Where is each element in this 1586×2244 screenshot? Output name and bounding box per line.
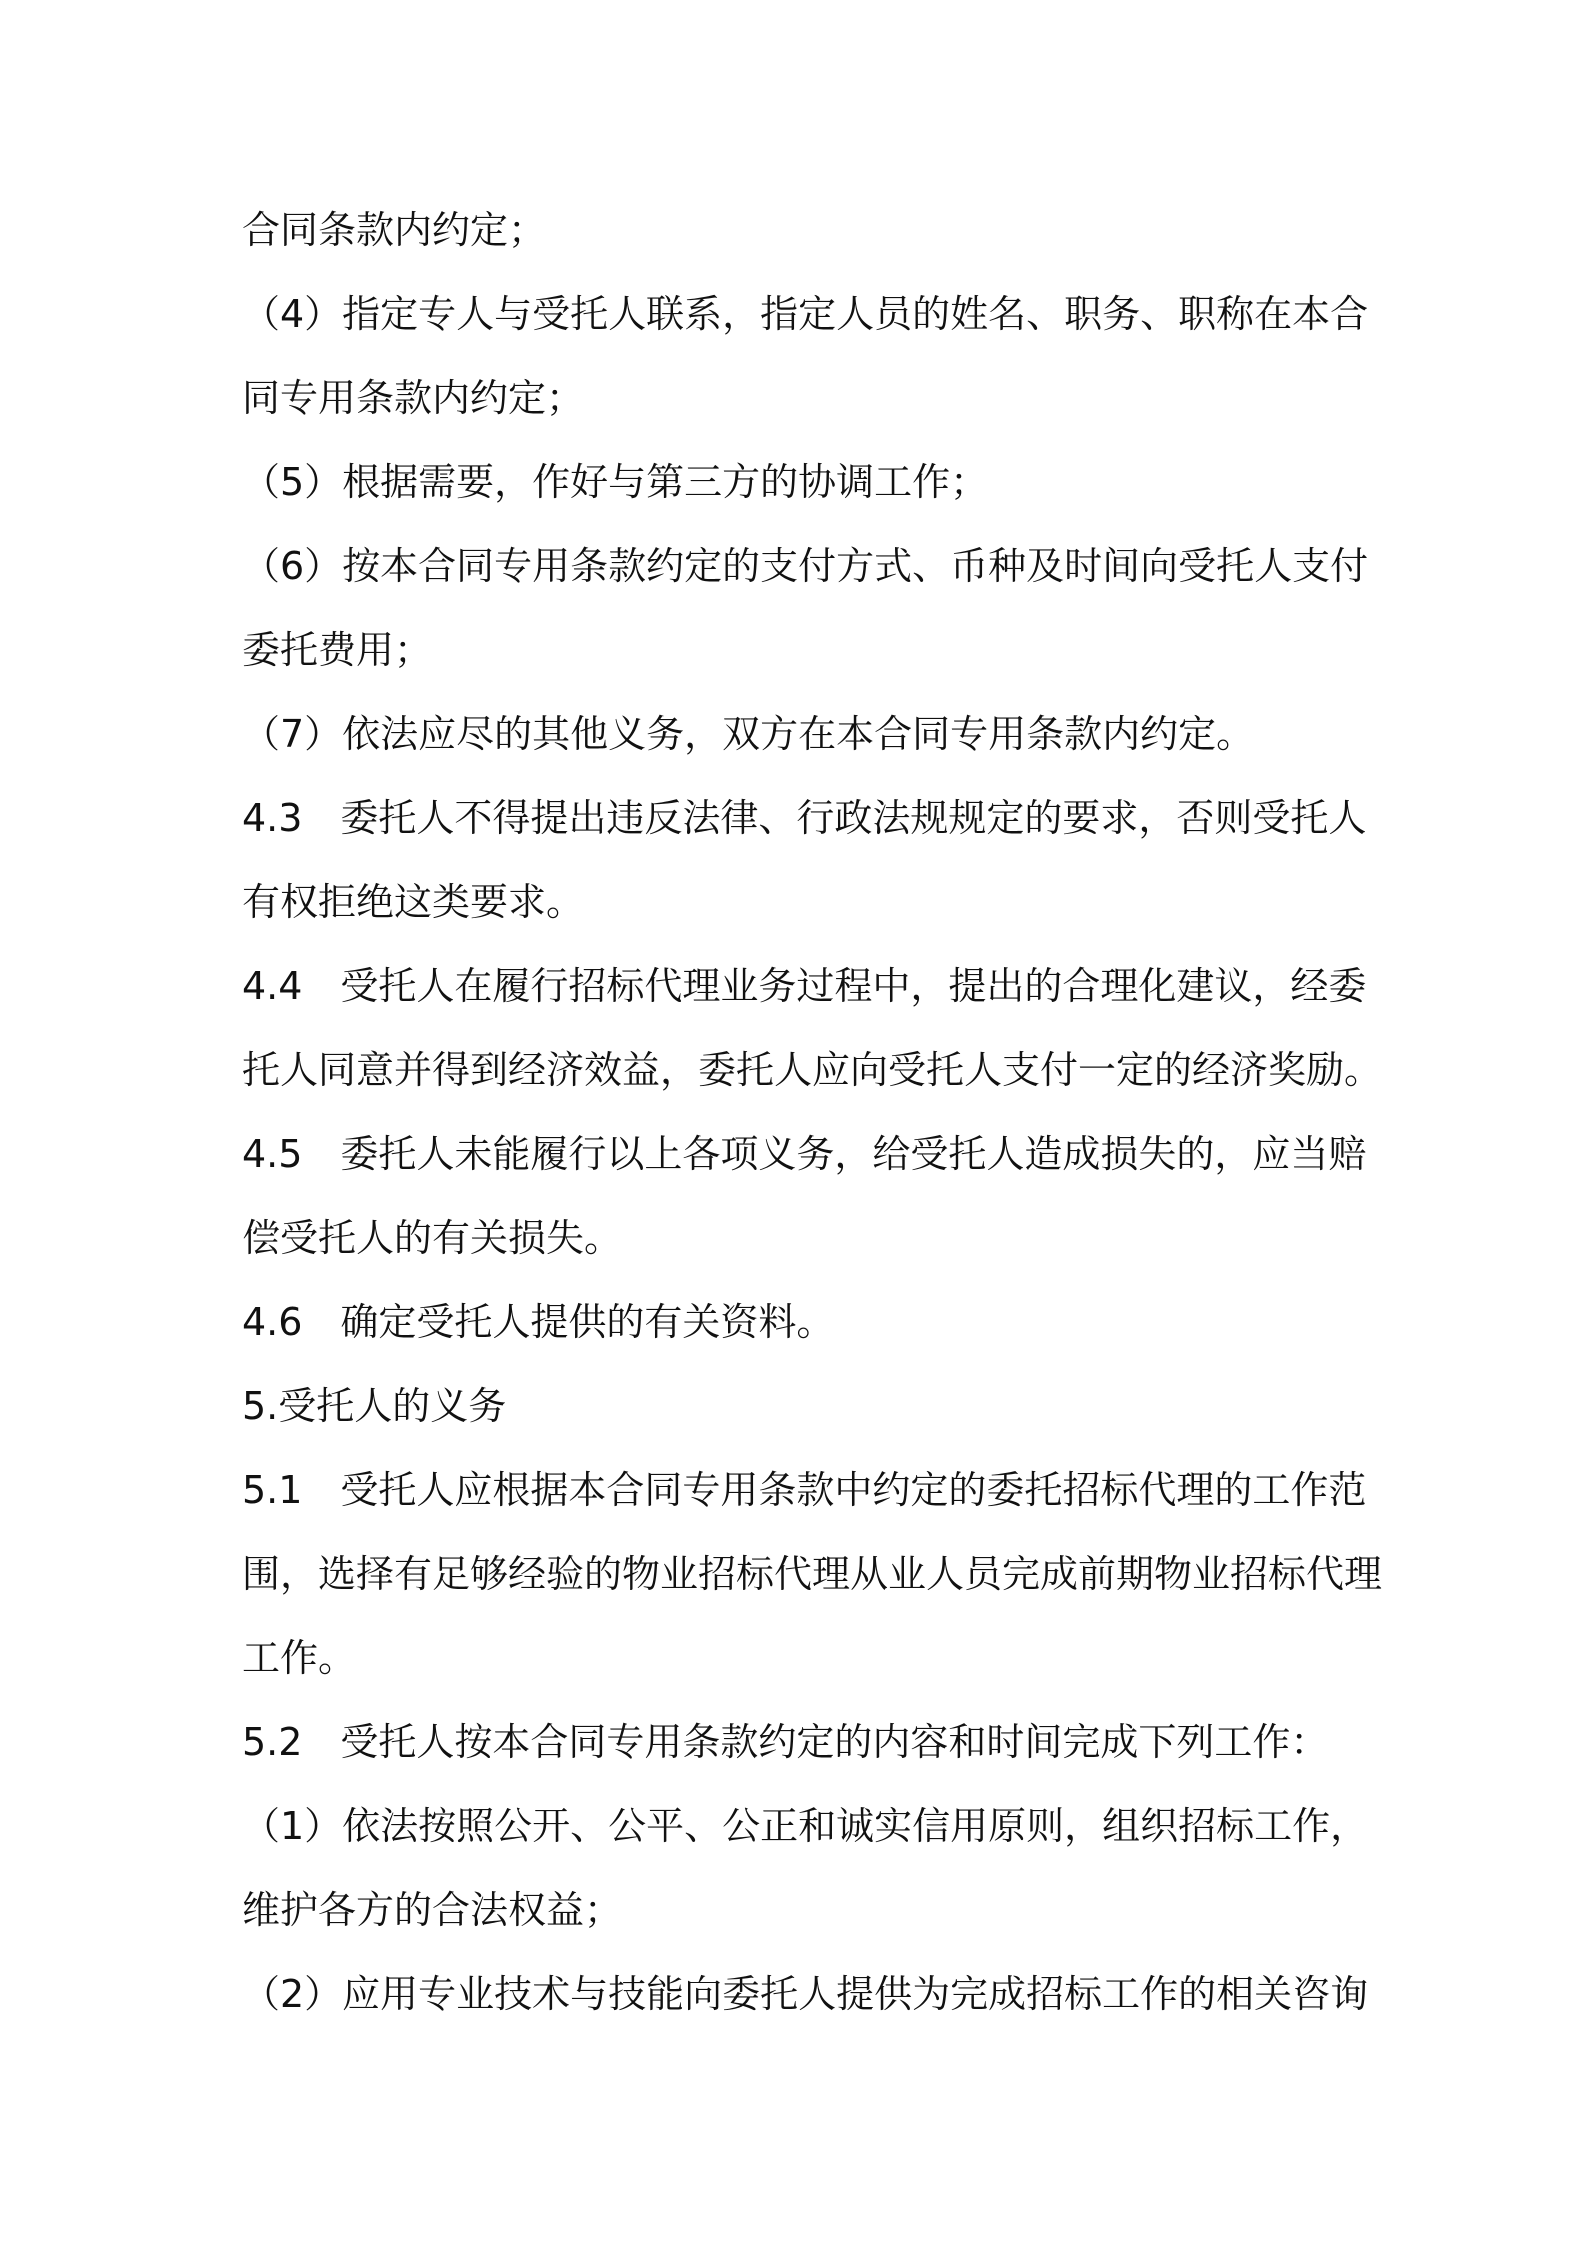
text-line: 5.1 受托人应根据本合同专用条款中约定的委托招标代理的工作范: [242, 1468, 1367, 1512]
text-line: （5）根据需要，作好与第三方的协调工作；: [242, 460, 989, 504]
text-line: 工作。: [242, 1636, 357, 1680]
text-line: （1）依法按照公开、公平、公正和诚实信用原则，组织招标工作，: [242, 1804, 1369, 1848]
text-line: 委托费用；: [242, 628, 433, 672]
text-line: （7）依法应尽的其他义务，双方在本合同专用条款内约定。: [242, 712, 1255, 756]
text-line: 4.4 受托人在履行招标代理业务过程中，提出的合理化建议，经委: [242, 964, 1367, 1008]
text-line: 4.6 确定受托人提供的有关资料。: [242, 1300, 835, 1344]
text-line: （6）按本合同专用条款约定的支付方式、币种及时间向受托人支付: [242, 544, 1369, 588]
text-line: 4.5 委托人未能履行以上各项义务，给受托人造成损失的，应当赔: [242, 1132, 1367, 1176]
section-heading: 5.受托人的义务: [242, 1384, 507, 1428]
text-line: （2）应用专业技术与技能向委托人提供为完成招标工作的相关咨询: [242, 1972, 1369, 2016]
text-line: 托人同意并得到经济效益，委托人应向受托人支付一定的经济奖励。: [242, 1048, 1383, 1092]
text-line: 有权拒绝这类要求。: [242, 880, 585, 924]
text-line: 维护各方的合法权益；: [242, 1888, 623, 1932]
text-line: （4）指定专人与受托人联系，指定人员的姓名、职务、职称在本合: [242, 292, 1369, 336]
text-line: 同专用条款内约定；: [242, 376, 585, 420]
text-line: 5.2 受托人按本合同专用条款约定的内容和时间完成下列工作：: [242, 1720, 1329, 1764]
text-line: 合同条款内约定；: [242, 208, 547, 252]
text-line: 偿受托人的有关损失。: [242, 1216, 623, 1260]
text-line: 4.3 委托人不得提出违反法律、行政法规规定的要求，否则受托人: [242, 796, 1367, 840]
text-line: 围，选择有足够经验的物业招标代理从业人员完成前期物业招标代理: [242, 1552, 1383, 1596]
